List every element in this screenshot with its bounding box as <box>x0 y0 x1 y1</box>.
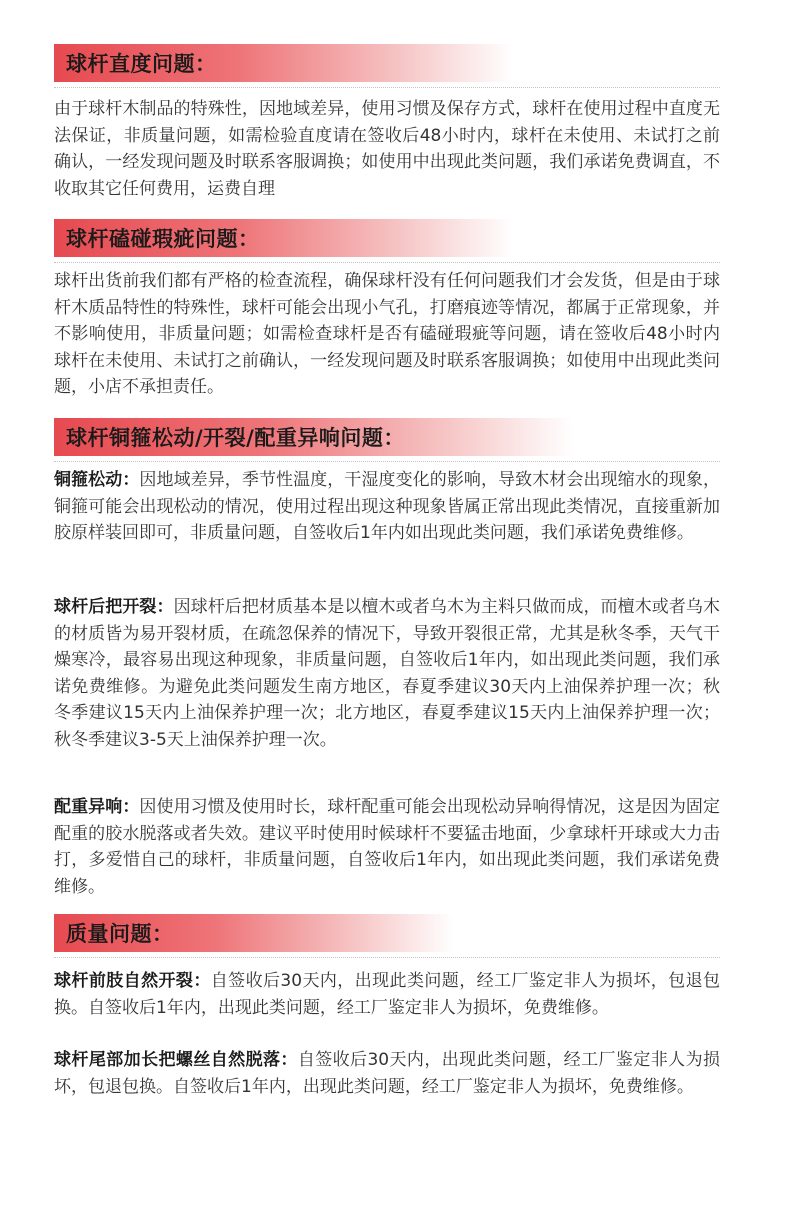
dotted-divider <box>54 461 720 462</box>
paragraph-lead: 铜箍松动： <box>54 470 140 490</box>
paragraph-straightness <box>54 96 720 202</box>
dotted-divider <box>54 262 720 263</box>
paragraph-text: 因球杆后把材质基本是以檀木或者乌木为主料只做而成，而檀木或者乌木的材质皆为易开裂材质，在疏忽保养的情况下，导致开裂很正常，尤其是秋冬季，天气干燥寒冷，最容易出现这种现象，非质量问题，自签收后1年内，如出现此类问题，我们承诺免费维修。为避免此类问题发生南方地区，春夏季建议30天内上油保养护理一次；秋冬季建议15天内上油保养护理一次；北方地区，春夏季建议15天内上油保养护理一次；秋冬季建议3-5天上油保养护理一次。 <box>54 597 721 750</box>
section-title: 球杆铜箍松动/开裂/配重异响问题： <box>66 426 405 450</box>
section-header-straightness <box>54 44 720 84</box>
section-header-bar <box>54 219 514 257</box>
paragraph-extension-screw <box>54 1047 720 1100</box>
paragraph-lead: 球杆后把开裂： <box>54 597 174 617</box>
paragraph-lead: 配重异响： <box>54 797 140 817</box>
section-header-bar <box>54 418 574 456</box>
section-title: 质量问题： <box>66 922 174 946</box>
section-header-quality <box>54 914 720 954</box>
section-header-blemish <box>54 219 720 259</box>
paragraph-butt-crack <box>54 594 720 753</box>
paragraph-forearm-crack <box>54 968 720 1021</box>
paragraph-ferrule-loose <box>54 467 720 547</box>
section-header-bar <box>54 914 454 952</box>
dotted-divider <box>54 87 720 88</box>
paragraph-text: 因地域差异，季节性温度，干湿度变化的影响，导致木材会出现缩水的现象，铜箍可能会出现松动的情况，使用过程出现这种现象皆属正常出现此类情况，直接重新加胶原样装回即可，非质量问题，自签收后1年内如出现此类问题，我们承诺免费维修。 <box>54 470 721 543</box>
paragraph-text: 自签收后30天内，出现此类问题，经工厂鉴定非人为损坏，包退包换。自签收后1年内，出现此类问题，经工厂鉴定非人为损坏，免费维修。 <box>54 1050 720 1097</box>
paragraph-text: 球杆出货前我们都有严格的检查流程，确保球杆没有任何问题我们才会发货，但是由于球杆木质品特性的特殊性，球杆可能会出现小气孔，打磨痕迹等情况，都属于正常现象，并不影响使用，非质量问题；如需检查球杆是否有磕碰瑕疵等问题，请在签收后48小时内球杆在未使用、未试打之前确认，一经发现问题及时联系客服调换；如使用中出现此类问题，小店不承担责任。 <box>54 271 720 397</box>
paragraph-blemish <box>54 268 720 401</box>
section-header-ferrule <box>54 418 720 458</box>
section-title: 球杆磕碰瑕疵问题： <box>66 227 260 251</box>
paragraph-lead: 球杆前肢自然开裂： <box>54 971 211 991</box>
paragraph-lead: 球杆尾部加长把螺丝自然脱落： <box>54 1050 298 1070</box>
section-header-bar <box>54 44 514 82</box>
paragraph-text: 自签收后30天内，出现此类问题，经工厂鉴定非人为损坏，包退包换。自签收后1年内，出现此类问题，经工厂鉴定非人为损坏，免费维修。 <box>54 971 721 1018</box>
paragraph-text: 由于球杆木制品的特殊性，因地域差异，使用习惯及保存方式，球杆在使用过程中直度无法保证，非质量问题，如需检验直度请在签收后48小时内，球杆在未使用、未试打之前确认，一经发现问题及时联系客服调换；如使用中出现此类问题，我们承诺免费调直，不收取其它任何费用，运费自理 <box>54 99 720 199</box>
paragraph-weight-noise <box>54 794 720 900</box>
section-title: 球杆直度问题： <box>66 52 217 76</box>
paragraph-text: 因使用习惯及使用时长，球杆配重可能会出现松动异响得情况，这是因为固定配重的胶水脱落或者失效。建议平时使用时候球杆不要猛击地面，少拿球杆开球或大力击打，多爱惜自己的球杆，非质量问题，自签收后1年内，如出现此类问题，我们承诺免费维修。 <box>54 797 721 897</box>
dotted-divider <box>54 957 720 958</box>
